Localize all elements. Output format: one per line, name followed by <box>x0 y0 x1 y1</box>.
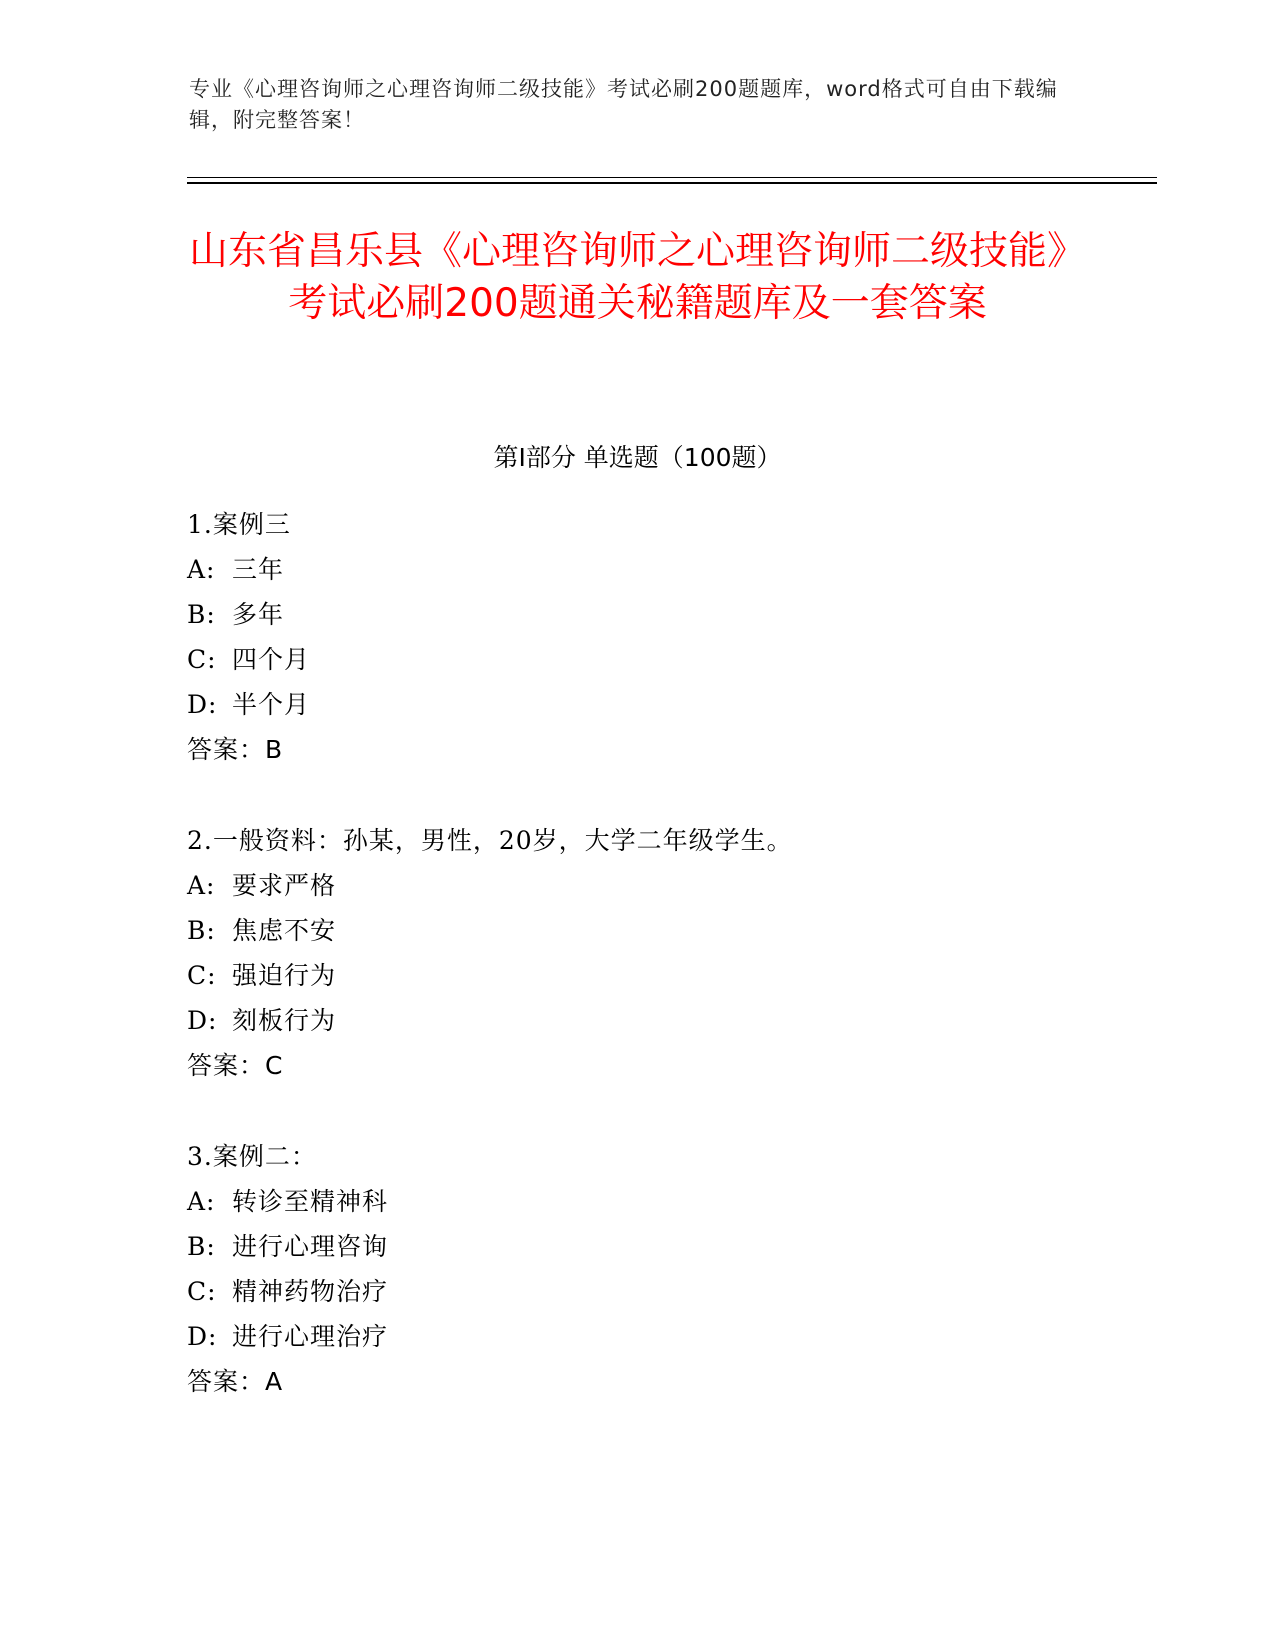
option-text: 精神药物治疗 <box>232 1277 389 1306</box>
option-letter: B: <box>187 916 216 945</box>
option-text: 四个月 <box>232 645 311 674</box>
option-text: 多年 <box>232 600 285 629</box>
option-text: 进行心理咨询 <box>232 1232 389 1261</box>
option-letter: B: <box>187 1232 216 1261</box>
option-c <box>187 1269 1087 1314</box>
option-text: 强迫行为 <box>232 961 337 990</box>
question-stem: 2.一般资料：孙某，男性，20岁，大学二年级学生。 <box>187 826 793 855</box>
header-divider-thin <box>187 177 1157 178</box>
header-note: 专业《心理咨询师之心理咨询师二级技能》考试必刷200题题库，word格式可自由下载编辑，附完整答案！ <box>189 77 1058 132</box>
question-1 <box>187 502 1087 772</box>
answer: 答案：A <box>187 1367 284 1396</box>
option-text: 要求严格 <box>232 871 337 900</box>
option-a <box>187 547 1087 592</box>
answer: 答案：C <box>187 1051 284 1080</box>
option-text: 半个月 <box>232 690 311 719</box>
option-letter: C: <box>187 645 217 674</box>
document-title: 山东省昌乐县《心理咨询师之心理咨询师二级技能》考试必刷200题通关秘籍题库及一套答案 <box>188 229 1086 326</box>
question-stem: 1.案例三 <box>187 510 291 539</box>
option-b <box>187 1224 1087 1269</box>
option-text: 刻板行为 <box>232 1006 337 1035</box>
option-letter: A: <box>187 871 216 900</box>
option-c <box>187 637 1087 682</box>
option-text: 转诊至精神科 <box>232 1187 389 1216</box>
header-divider-thick <box>187 182 1157 184</box>
option-a <box>187 1179 1087 1224</box>
option-d <box>187 1314 1087 1359</box>
option-b <box>187 908 1087 953</box>
option-letter: A: <box>187 555 216 584</box>
answer: 答案：B <box>187 735 284 764</box>
question-3 <box>187 1134 1087 1404</box>
option-letter: A: <box>187 1187 216 1216</box>
option-text: 进行心理治疗 <box>232 1322 389 1351</box>
option-letter: D: <box>187 690 218 719</box>
option-letter: B: <box>187 600 216 629</box>
section-title: 第Ⅰ部分 单选题（100题） <box>493 443 782 472</box>
option-text: 焦虑不安 <box>232 916 337 945</box>
option-text: 三年 <box>232 555 285 584</box>
option-letter: C: <box>187 1277 217 1306</box>
option-letter: D: <box>187 1322 218 1351</box>
option-d <box>187 682 1087 727</box>
question-2 <box>187 818 1087 1088</box>
option-b <box>187 592 1087 637</box>
option-letter: C: <box>187 961 217 990</box>
option-d <box>187 998 1087 1043</box>
option-c <box>187 953 1087 998</box>
question-stem: 3.案例二： <box>187 1142 317 1171</box>
option-letter: D: <box>187 1006 218 1035</box>
option-a <box>187 863 1087 908</box>
